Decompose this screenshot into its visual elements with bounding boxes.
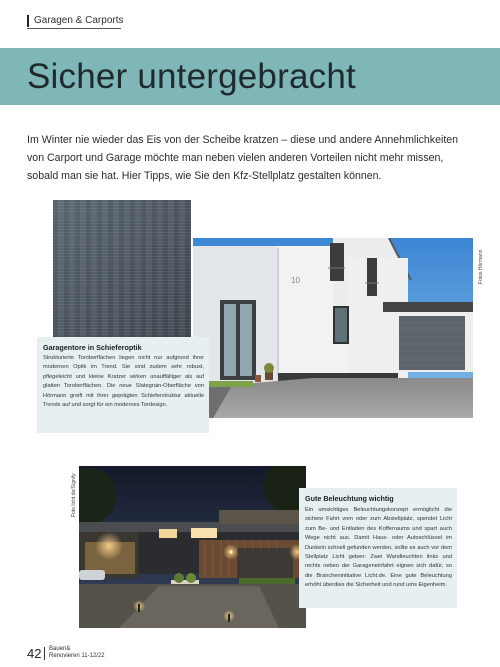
page-title: Sicher untergebracht	[27, 57, 356, 96]
info-box-slate-doors	[37, 337, 209, 433]
footer-brand-line1: Bauen&	[49, 646, 71, 652]
page-number: 42	[27, 646, 42, 661]
slate-texture-photo	[53, 200, 191, 338]
photo-credit-hormann: Fotos Hörmann	[478, 249, 484, 284]
photo-credit-licht: Foto licht.de/Signify	[71, 473, 77, 517]
section-rule	[27, 28, 121, 29]
section-label: Garagen & Carports	[27, 15, 124, 27]
info-box-heading: Garagentore in Schieferoptik	[43, 343, 142, 352]
info-box-lighting	[299, 488, 457, 608]
info-box-text: Ein umsichtiges Beleuchtungskonzept ermöglicht die sichere Fahrt vom oder zum Abstellplatz, spendet Licht zum Be- und Entladen des Kofferraums und spart auch Wege nicht aus. Damit Haus- oder Autoschlüssel im Dunkeln schnell gefunden werden, sollte es auch vor dem Stellplatz Licht geben: Zwei Wandleuchten links und rechts neben der Garageneinfahrt eignen sich dafür, so die Brancheninitiative Licht.de. Eine gute Beleuchtung erhöht überdies die Sicherheit und rund ums Eigenheim.	[305, 507, 452, 589]
footer-divider	[44, 647, 45, 660]
house-photo	[193, 238, 473, 418]
night-house-photo	[79, 466, 306, 628]
info-box-text: Strukturierte Toroberflächen liegen nicht nur aufgrund ihrer modernen Optik im Trend. Sie sind zudem sehr robust, pflegeleicht und kleine Kratzer wirken unauffälliger als auf glatten Toroberflächen. Die neue Slategrain-Oberfläche von Hörmann greift mit ihrer geprägten Schieferstruktur aktuelle Trends auf und sorgt für ein modernes Tordesign.	[43, 355, 204, 409]
house-illustration	[193, 238, 473, 418]
house-number: 10	[291, 276, 300, 285]
intro-paragraph: Im Winter nie wieder das Eis von der Scheibe kratzen – diese und andere Annehmlichkeiten von Carport und Garage möchte man neben vielen anderen Vorteilen nicht mehr missen, sobald man sie hat. Hier Tipps, wie Sie den Kfz-Stellplatz gestalten können.	[27, 134, 459, 182]
footer-brand-line2: Renovieren 11-12/22	[49, 653, 105, 659]
info-box-heading: Gute Beleuchtung wichtig	[305, 494, 394, 503]
footer-brand	[49, 646, 105, 660]
night-house-illustration	[79, 466, 306, 628]
